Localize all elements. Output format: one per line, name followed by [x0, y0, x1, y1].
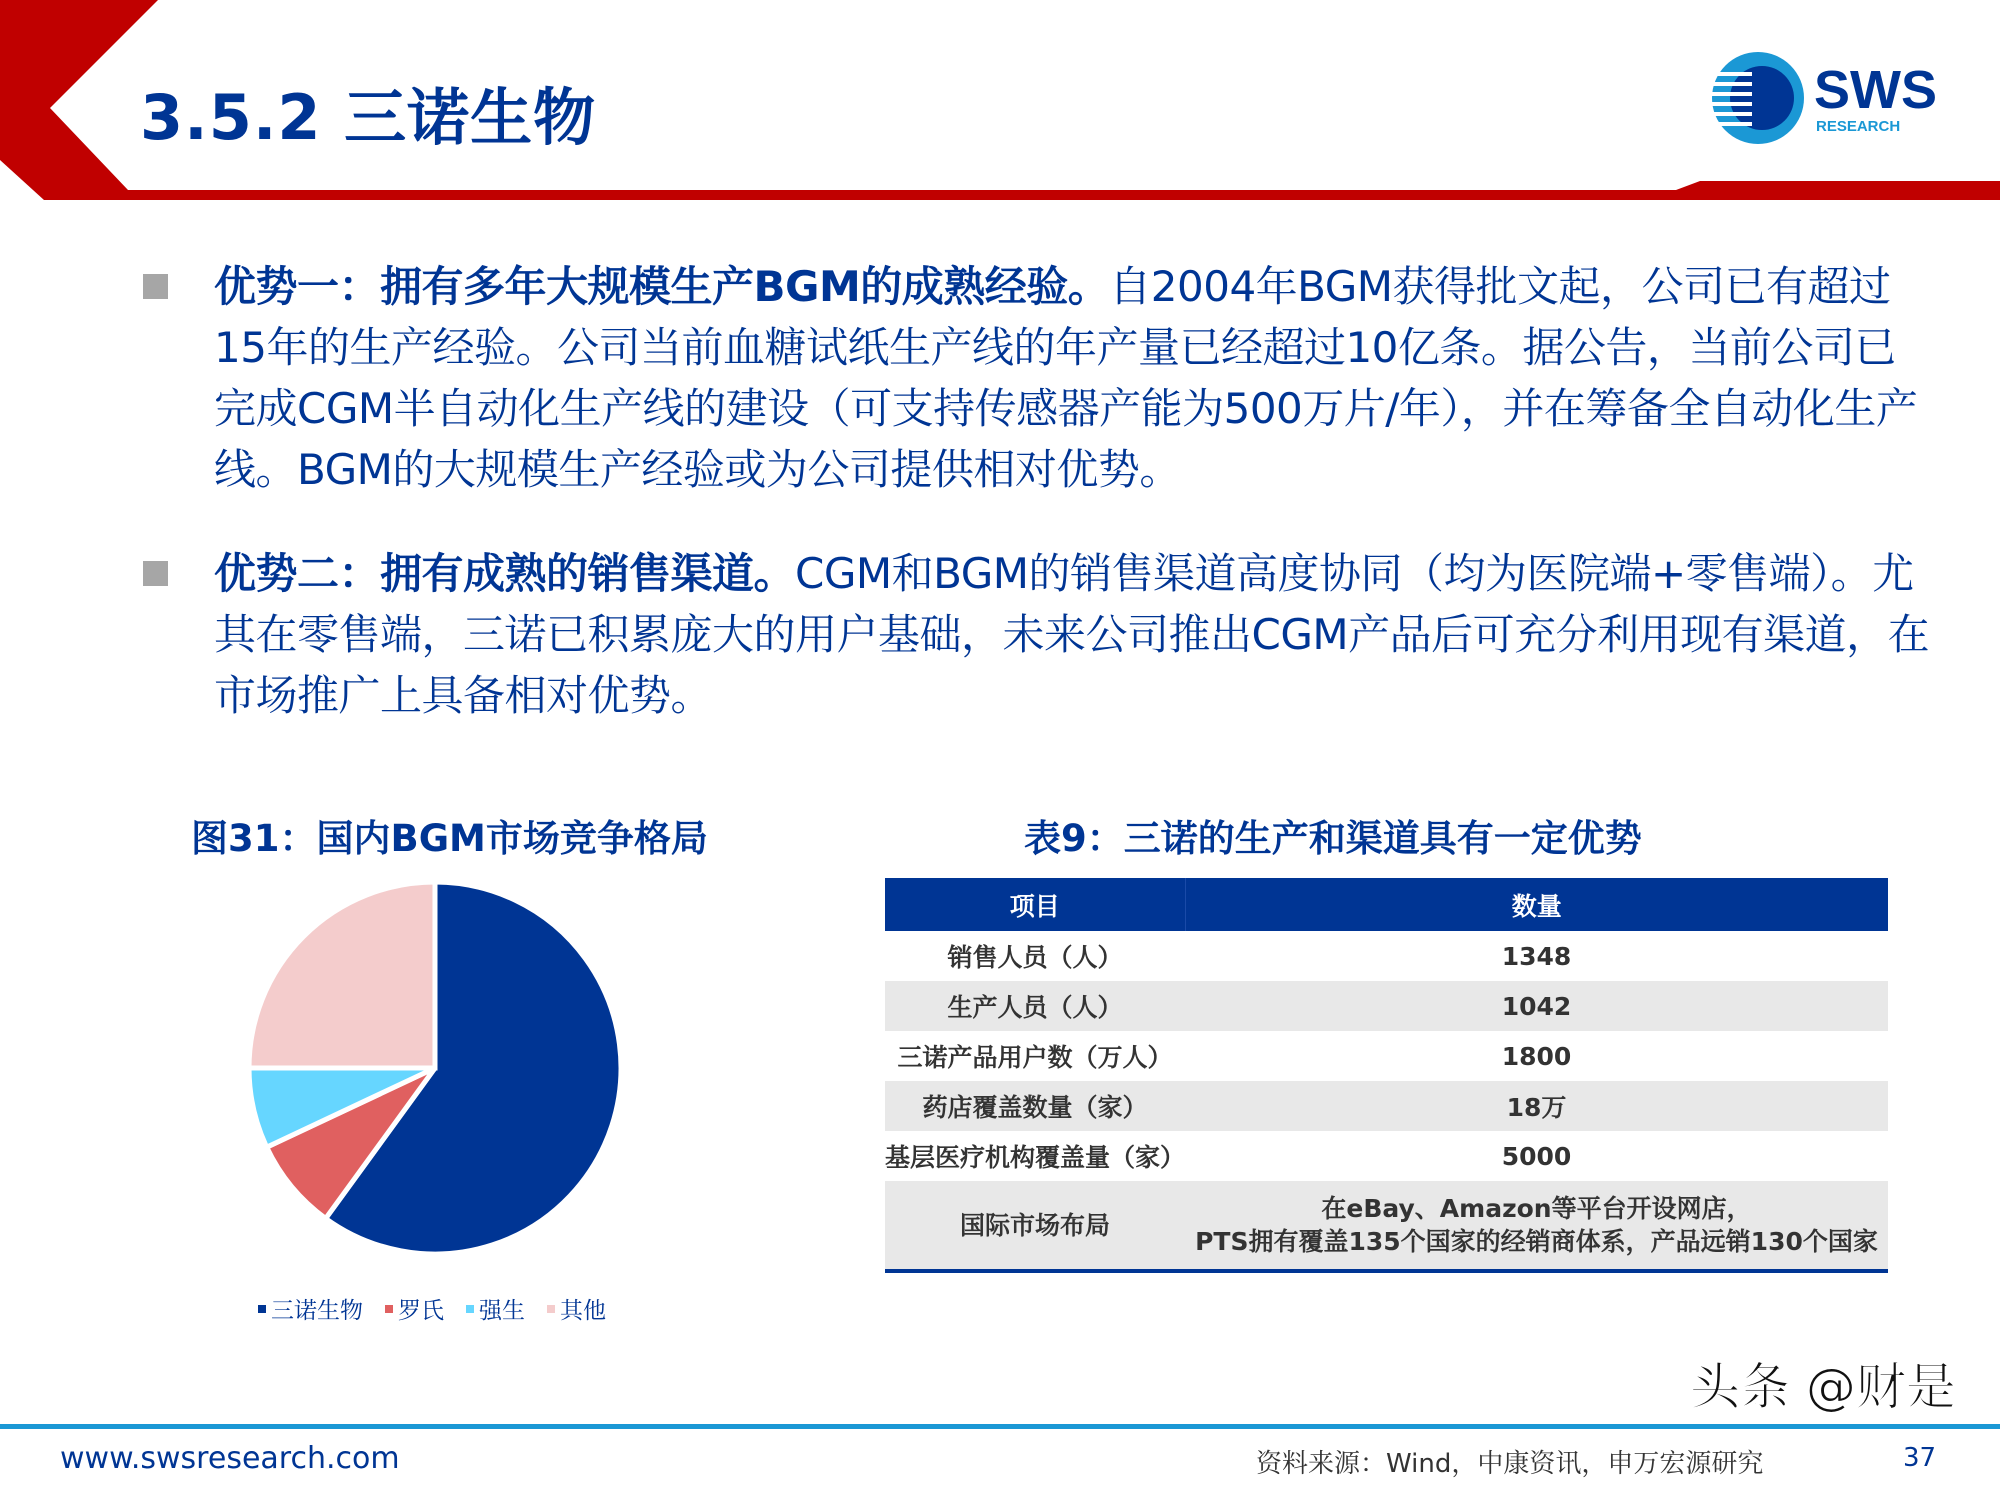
sws-research-logo — [1710, 50, 1955, 150]
legend-label: 罗氏 — [398, 1298, 444, 1324]
cell-line: PTS拥有覆盖135个国家的经销商体系，产品远销130个国家 — [1195, 1227, 1878, 1256]
table-cell: 药店覆盖数量（家） — [885, 1081, 1185, 1131]
cell-line: 在eBay、Amazon等平台开设网店， — [1321, 1194, 1752, 1223]
table-row — [885, 931, 1888, 981]
legend-swatch — [466, 1305, 474, 1313]
bullet-heading: 优势二：拥有成熟的销售渠道。 — [214, 549, 796, 598]
table-cell: 1800 — [1501, 1041, 1572, 1071]
table-row — [885, 1081, 1888, 1131]
table-cell: 基层医疗机构覆盖量（家） — [885, 1143, 1186, 1172]
column-header: 数量 — [1185, 878, 1888, 931]
bullet-text: 自2004年BGM获得批文起，公司已有超过15年的生产经验。公司当前血糖试纸生产线的年产量已经超过10亿条。据公告，当前公司已完成CGM半自动化生产线的建设（可支持传感器产能为500万片/年），并在筹备全自动化生产线。BGM的大规模生产经验或为公司提供相对优势。 — [214, 262, 1918, 494]
pie-slice-4 — [249, 882, 435, 1068]
pie-chart — [235, 870, 635, 1270]
table-cell: 1348 — [1501, 941, 1572, 971]
chart-title: 图31：国内BGM市场竞争格局 — [191, 817, 708, 860]
footer-divider — [0, 1424, 2000, 1429]
legend-item — [385, 1292, 444, 1325]
bullet-heading: 优势一：拥有多年大规模生产BGM的成熟经验。 — [214, 262, 1110, 311]
legend-swatch — [385, 1305, 393, 1313]
bullet-square-icon — [143, 274, 168, 299]
legend-swatch — [547, 1305, 555, 1313]
svg-text:SWS: SWS — [1814, 60, 1938, 120]
table-cell: 5000 — [1501, 1141, 1572, 1171]
bullet-square-icon — [143, 561, 168, 586]
table-title: 表9：三诺的生产和渠道具有一定优势 — [1024, 817, 1642, 860]
legend-label: 其他 — [560, 1298, 606, 1324]
data-table — [885, 878, 1888, 1273]
legend-item — [466, 1292, 525, 1325]
website-link[interactable]: www.swsresearch.com — [60, 1441, 400, 1476]
legend-item — [547, 1292, 606, 1325]
chart-legend — [258, 1292, 606, 1325]
table-cell: 销售人员（人） — [947, 943, 1123, 972]
table-row — [885, 981, 1888, 1031]
legend-label: 强生 — [479, 1298, 525, 1324]
bullet-text: CGM和BGM的销售渠道高度协同（均为医院端+零售端）。尤其在零售端，三诺已积累庞大的用户基础，未来公司推出CGM产品后可充分利用现有渠道，在市场推广上具备相对优势。 — [214, 549, 1930, 720]
page-number: 37 — [1903, 1443, 1937, 1473]
bullet-advantage-2 — [143, 543, 1933, 726]
legend-swatch — [258, 1305, 266, 1313]
table-cell: 三诺产品用户数（万人） — [897, 1043, 1173, 1072]
column-header: 项目 — [885, 878, 1185, 931]
table-header-row — [885, 878, 1888, 931]
bullet-advantage-1 — [143, 256, 1933, 500]
table-row — [885, 1181, 1888, 1271]
bullet-list — [143, 256, 1933, 726]
watermark: 头条 @财是 — [1690, 1358, 1956, 1416]
source-note: 资料来源：Wind，中康资讯，申万宏源研究 — [1256, 1449, 1764, 1479]
table-row — [885, 1131, 1888, 1181]
legend-label: 三诺生物 — [271, 1298, 363, 1324]
table-cell: 1042 — [1185, 981, 1888, 1031]
table-cell: 18万 — [1185, 1081, 1888, 1131]
table-cell: 生产人员（人） — [885, 981, 1185, 1031]
svg-text:RESEARCH: RESEARCH — [1816, 118, 1901, 135]
page-title: 3.5.2 三诺生物 — [140, 81, 597, 154]
table-cell: 国际市场布局 — [885, 1181, 1185, 1271]
table-cell — [1185, 1181, 1888, 1271]
legend-item — [258, 1292, 363, 1325]
table-row — [885, 1031, 1888, 1081]
